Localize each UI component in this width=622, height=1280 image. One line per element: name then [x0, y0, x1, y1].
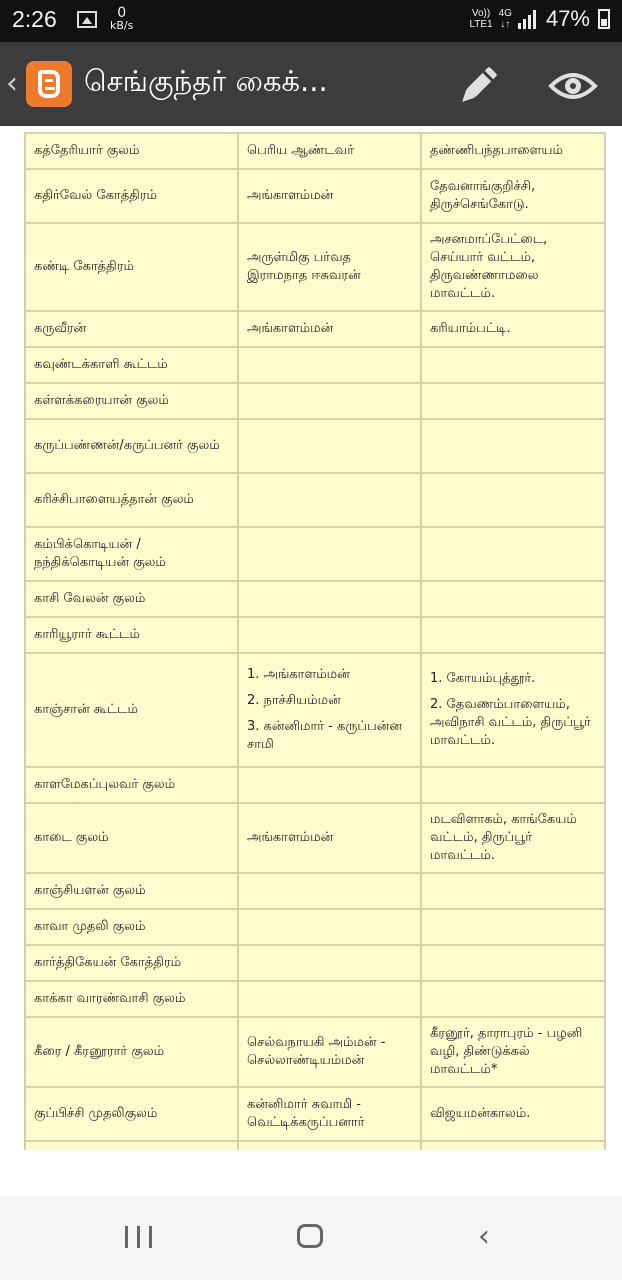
clan-name-cell: கார்த்திகேயன் கோத்திரம் — [25, 945, 238, 981]
table-row — [25, 133, 605, 169]
place-cell-line: கரியாம்பட்டி. — [430, 321, 511, 336]
clan-name-cell: கண்டி கோத்திரம் — [25, 223, 238, 311]
table-row — [25, 581, 605, 617]
clan-name-cell: கதிர்வேல் கோத்திரம் — [25, 169, 238, 223]
battery-percent: 47% — [545, 6, 590, 31]
place-cell — [421, 223, 605, 311]
table-row — [25, 981, 605, 1017]
table-row — [25, 1087, 605, 1141]
clan-name-cell: கத்தேரியார் குலம் — [25, 133, 238, 169]
deity-cell — [238, 1017, 421, 1087]
clan-name-cell: காக்கா வாரண்வாசி குலம் — [25, 981, 238, 1017]
clan-name-cell — [25, 1141, 238, 1150]
deity-cell — [238, 169, 421, 223]
table-row — [25, 653, 605, 767]
table-row — [25, 1017, 605, 1087]
deity-cell-line: 2. நாச்சியம்மன் — [247, 693, 341, 708]
clan-name-cell: குப்பிச்சி முதலிகுலம் — [25, 1087, 238, 1141]
back-chevron-icon[interactable]: ‹ — [6, 66, 18, 101]
table-row — [25, 945, 605, 981]
clan-name-cell: கருப்பண்ணன்/கருப்பனர் குலம் — [25, 419, 238, 473]
place-cell — [421, 419, 605, 473]
deity-cell — [238, 909, 421, 945]
place-cell — [421, 909, 605, 945]
data-rate-unit: kB/s — [110, 19, 134, 32]
table-row — [25, 473, 605, 527]
table-row — [25, 169, 605, 223]
clan-name-cell: காஞ்சான் கூட்டம் — [25, 653, 238, 767]
place-cell-line: 2. தேவணம்பாளையம், அவிநாசி வட்டம், திருப்பூர் மாவட்டம். — [430, 697, 591, 748]
deity-cell-line: அங்காளம்மன் — [247, 188, 334, 203]
place-cell-line: மடவிளாகம், காங்கேயம் வட்டம், திருப்பூர் மாவட்டம். — [430, 812, 577, 863]
table-row — [25, 803, 605, 873]
place-cell — [421, 473, 605, 527]
table-row — [25, 617, 605, 653]
table-row — [25, 223, 605, 311]
table-row — [25, 873, 605, 909]
table-row — [25, 383, 605, 419]
deity-cell — [238, 873, 421, 909]
deity-cell — [238, 1141, 421, 1150]
deity-cell — [238, 133, 421, 169]
table-row — [25, 1141, 605, 1150]
app-bar — [0, 42, 622, 126]
deity-cell-line: அருள்மிகு பர்வத இராமநாத ஈசுவரன் — [247, 250, 361, 283]
deity-cell-line: அங்காளம்மன் — [247, 321, 334, 336]
deity-cell-line: செல்வநாயகி அம்மன் - செல்லாண்டியம்மன் — [247, 1035, 386, 1068]
clock: 2:26 — [12, 6, 57, 32]
place-cell-line: அசனமாப்பேட்டை, செய்யார் வட்டம், திருவண்ணாமலை மாவட்டம். — [430, 232, 548, 301]
deity-cell — [238, 981, 421, 1017]
clan-name-cell: கருவீரன் — [25, 311, 238, 347]
clan-name-cell: காடை குலம் — [25, 803, 238, 873]
volte-indicator: Vo)) LTE1 — [469, 8, 493, 30]
place-cell-line: 1. கோயம்புத்தூர். — [430, 671, 536, 686]
place-cell-line: தண்ணிபந்தபாளையம் — [430, 143, 563, 158]
place-cell-line: கீரனூர், தாராபுரம் - பழனி வழி, திண்டுக்கல் மாவட்டம்* — [430, 1026, 583, 1077]
post-content[interactable] — [0, 126, 622, 1150]
place-cell — [421, 527, 605, 581]
clan-name-cell: கவுண்டக்காளி கூட்டம் — [25, 347, 238, 383]
table-row — [25, 311, 605, 347]
place-cell — [421, 803, 605, 873]
deity-cell-line: 1. அங்காளம்மன் — [247, 667, 350, 682]
deity-cell — [238, 473, 421, 527]
place-cell — [421, 311, 605, 347]
deity-cell — [238, 311, 421, 347]
clan-name-cell: காசி வேலன் குலம் — [25, 581, 238, 617]
clan-name-cell: காளமேகப்புலவர் குலம் — [25, 767, 238, 803]
signal-icon — [518, 9, 536, 29]
place-cell — [421, 1141, 605, 1150]
clan-name-cell: கம்பிக்கொடியன் / நந்திக்கொடியன் குலம் — [25, 527, 238, 581]
table-row — [25, 347, 605, 383]
deity-cell — [238, 383, 421, 419]
home-icon[interactable] — [297, 1224, 323, 1248]
place-cell — [421, 169, 605, 223]
gallery-notification-icon — [77, 11, 97, 28]
clan-name-cell: காஞ்சியளன் குலம் — [25, 873, 238, 909]
place-cell — [421, 873, 605, 909]
place-cell — [421, 945, 605, 981]
clan-table — [24, 132, 606, 1150]
data-rate — [110, 6, 133, 32]
deity-cell-line: கன்னிமார் சுவாமி - வெட்டிக்கருப்பனார் — [247, 1097, 365, 1130]
place-cell — [421, 383, 605, 419]
deity-cell — [238, 945, 421, 981]
back-icon[interactable]: ‹ — [478, 1219, 490, 1254]
place-cell — [421, 581, 605, 617]
deity-cell — [238, 347, 421, 383]
table-row — [25, 419, 605, 473]
place-cell — [421, 617, 605, 653]
deity-cell — [238, 803, 421, 873]
network-type-indicator: 4G ↓↑ — [498, 8, 512, 30]
clan-name-cell: காவா முதலி குலம் — [25, 909, 238, 945]
table-row — [25, 527, 605, 581]
deity-cell — [238, 419, 421, 473]
deity-cell-line: 3. கன்னிமார் - கருப்பன்ன சாமி — [247, 719, 402, 752]
deity-cell-line: அங்காளம்மன் — [247, 830, 334, 845]
place-cell-line: தேவனாங்குறிச்சி, திருச்செங்கோடு. — [430, 179, 536, 212]
deity-cell — [238, 617, 421, 653]
deity-cell — [238, 581, 421, 617]
deity-cell — [238, 767, 421, 803]
place-cell — [421, 767, 605, 803]
table-row — [25, 909, 605, 945]
place-cell — [421, 133, 605, 169]
navigation-bar — [0, 1196, 622, 1280]
table-row — [25, 767, 605, 803]
pencil-icon[interactable] — [452, 62, 502, 112]
deity-cell — [238, 653, 421, 767]
place-cell — [421, 1017, 605, 1087]
place-cell — [421, 1087, 605, 1141]
page-title: செங்குந்தர் கைக்... — [84, 64, 328, 98]
place-cell — [421, 653, 605, 767]
data-rate-value: 0 — [117, 5, 127, 21]
eye-icon[interactable] — [548, 68, 598, 104]
deity-cell-line: பெரிய ஆண்டவர் — [247, 143, 354, 158]
deity-cell — [238, 223, 421, 311]
status-indicators — [469, 6, 610, 32]
place-cell-line: விஜயமன்காலம். — [430, 1106, 531, 1121]
place-cell — [421, 347, 605, 383]
status-bar — [0, 0, 622, 42]
recents-icon[interactable] — [125, 1226, 153, 1248]
clan-name-cell: காரியூரார் கூட்டம் — [25, 617, 238, 653]
place-cell — [421, 981, 605, 1017]
clan-name-cell: கரிச்சிபாளையத்தான் குலம் — [25, 473, 238, 527]
blogger-logo-icon[interactable] — [26, 61, 72, 107]
clan-name-cell: கீரை / கீரனூரார் குலம் — [25, 1017, 238, 1087]
deity-cell — [238, 1087, 421, 1141]
battery-icon — [598, 9, 610, 29]
deity-cell — [238, 527, 421, 581]
clan-name-cell: கள்ளக்கரையான் குலம் — [25, 383, 238, 419]
